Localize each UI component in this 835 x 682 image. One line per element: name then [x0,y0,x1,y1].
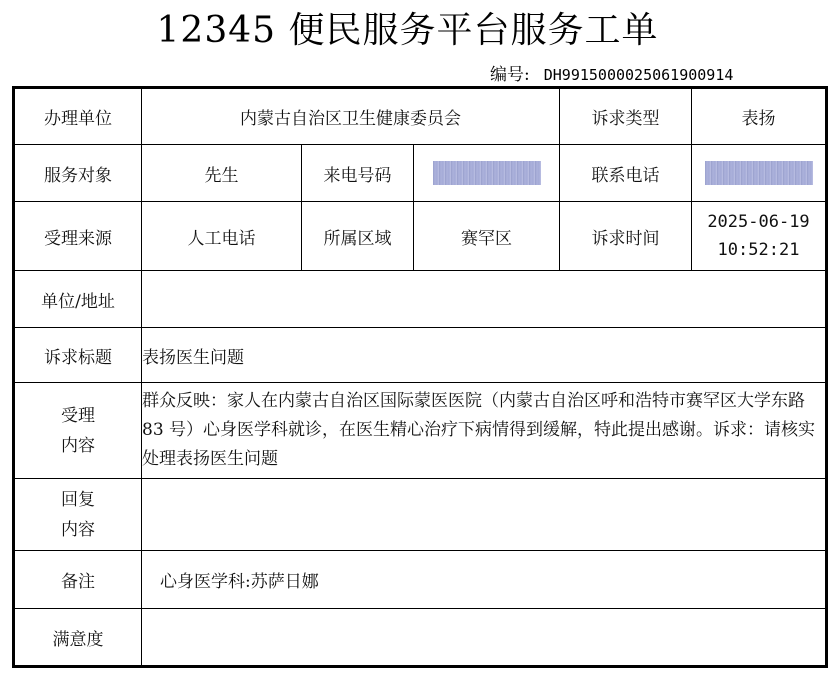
ticket-number-label: 编号: [490,65,530,85]
caller-number-label: 来电号码 [302,145,414,202]
service-target-value: 先生 [142,145,302,202]
redacted-block [433,161,541,185]
handling-unit-label: 办理单位 [14,88,142,145]
satisfaction-label: 满意度 [14,609,142,667]
appeal-clock: 10:52:21 [717,240,800,260]
remark-value: 心身医学科:苏萨日娜 [142,551,827,609]
row-address [14,271,827,328]
satisfaction-value [142,609,827,667]
content-label-line1: 受理 [61,405,95,426]
handling-unit-value: 内蒙古自治区卫生健康委员会 [142,88,560,145]
caller-number-value [414,145,560,202]
source-value: 人工电话 [142,202,302,271]
region-label: 所属区域 [302,202,414,271]
address-label: 单位/地址 [14,271,142,328]
subject-value: 表扬医生问题 [142,328,827,383]
content-label [14,383,142,479]
row-source [14,202,827,271]
form-title: 12345 便民服务平台服务工单 [156,10,659,51]
address-value [142,271,827,328]
row-remark [14,551,827,609]
reply-label-line1: 回复 [61,489,95,510]
reply-label [14,479,142,551]
region-value: 赛罕区 [414,202,560,271]
row-service-target [14,145,827,202]
ticket-number [490,60,733,85]
reply-label-line2: 内容 [61,519,95,540]
redacted-block [705,161,813,185]
contact-phone-label: 联系电话 [560,145,692,202]
row-subject [14,328,827,383]
row-reply [14,479,827,551]
ticket-number-value: DH9915000025061900914 [543,66,734,84]
appeal-date: 2025-06-19 [707,212,810,232]
content-value: 群众反映：家人在内蒙古自治区国际蒙医医院（内蒙古自治区呼和浩特市赛罕区大学东路 83 号）心身医学科就诊，在医生精心治疗下病情得到缓解，特此提出感谢。诉求：请核实处理表扬医生问题 [142,383,827,479]
appeal-type-value: 表扬 [692,88,827,145]
row-content [14,383,827,479]
service-target-label: 服务对象 [14,145,142,202]
source-label: 受理来源 [14,202,142,271]
appeal-time-label: 诉求时间 [560,202,692,271]
reply-value [142,479,827,551]
remark-label: 备注 [14,551,142,609]
work-order-table [12,86,828,668]
subject-label: 诉求标题 [14,328,142,383]
row-handling-unit [14,88,827,145]
contact-phone-value [692,145,827,202]
appeal-time-value [692,202,827,271]
content-label-line2: 内容 [61,435,95,456]
row-satisfaction [14,609,827,667]
appeal-type-label: 诉求类型 [560,88,692,145]
